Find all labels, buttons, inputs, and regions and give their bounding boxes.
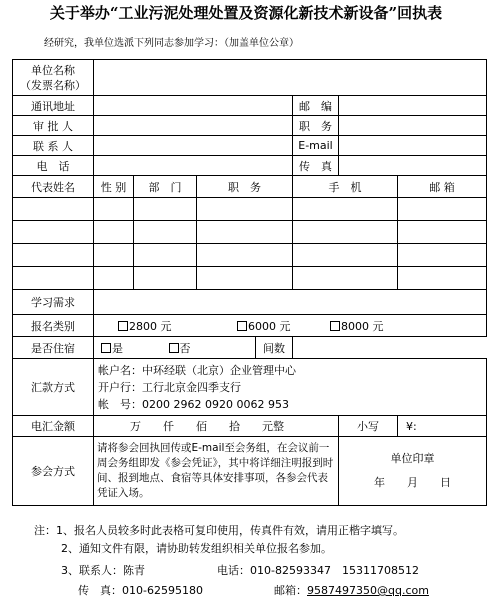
note-3-email (274, 582, 429, 600)
category-option-2[interactable] (237, 320, 291, 333)
rep-cell[interactable] (398, 221, 487, 244)
notes (34, 522, 429, 597)
rep-cell[interactable] (197, 221, 293, 244)
stay-option-label: 否 (179, 341, 191, 355)
unit-name-label-sub: （发票名称） (20, 78, 86, 92)
fax-field[interactable] (339, 156, 487, 176)
empty-cell (293, 337, 487, 359)
stay-option-no[interactable] (169, 342, 191, 355)
stay-days-label: 间数 (256, 337, 293, 359)
remit-account-no: 帐 号：0200 2962 0920 0062 953 (98, 397, 289, 411)
remit-bank: 开户行：工行北京金四季支行 (98, 380, 241, 394)
rep-name-header: 代表姓名 (13, 176, 94, 198)
email-link[interactable]: 9587497350@qq.com (307, 584, 429, 597)
rep-cell[interactable] (134, 244, 197, 267)
rep-cell[interactable] (134, 267, 197, 290)
category-option-label: 2800 元 (129, 319, 172, 333)
need-label: 学习需求 (13, 290, 94, 315)
remit-details (94, 359, 487, 416)
dept-header: 部 门 (134, 176, 197, 198)
checkbox-icon[interactable] (118, 321, 128, 331)
mobile-header: 手 机 (293, 176, 398, 198)
stay-option-label: 是 (112, 341, 123, 355)
rep-cell[interactable] (293, 198, 398, 221)
note-1: 注：1、报名人员较多时此表格可复印使用，传真件有效，请用正楷字填写。 (34, 524, 404, 537)
category-options (94, 315, 487, 337)
phone-label: 电 话 (13, 156, 94, 176)
phone-field[interactable] (94, 156, 293, 176)
meeting-text: 请将参会回执回传或E-mail至会务组，在会议前一周会务组即发《参会凭证》，其中将详细注明报到时间、报到地点、食宿等具体安排事项，各参会代表凭证入场。 (94, 437, 339, 506)
category-option-3[interactable] (330, 320, 384, 333)
job-header: 职 务 (197, 176, 293, 198)
email-label: E-mail (293, 136, 339, 156)
rep-cell[interactable] (197, 267, 293, 290)
stamp-date: 年 月 日 (374, 476, 452, 489)
table-row (13, 198, 487, 221)
unit-name-field[interactable] (94, 60, 487, 96)
checkbox-icon[interactable] (101, 343, 111, 353)
category-label: 报名类别 (13, 315, 94, 337)
contact-field[interactable] (94, 136, 293, 156)
note-2: 2、通知文件有限，请协助转发组织相关单位报名参加。 (61, 542, 332, 555)
approver-label: 审 批 人 (13, 116, 94, 136)
fax-label: 传 真 (293, 156, 339, 176)
table-row (13, 267, 487, 290)
note-3-fax: 传 真：010-62595180 (78, 584, 203, 597)
rep-cell[interactable] (94, 198, 134, 221)
rep-cell[interactable] (94, 244, 134, 267)
need-field[interactable] (94, 290, 487, 315)
unit-name-label-main: 单位名称 (31, 63, 75, 77)
checkbox-icon[interactable] (169, 343, 179, 353)
rep-cell[interactable] (134, 198, 197, 221)
table-row (13, 221, 487, 244)
rep-cell[interactable] (94, 221, 134, 244)
email-label-text: 邮箱： (274, 584, 307, 597)
remit-label: 汇款方式 (13, 359, 94, 416)
rep-cell[interactable] (197, 244, 293, 267)
gender-header: 性 别 (94, 176, 134, 198)
table-row (13, 244, 487, 267)
rep-cell[interactable] (293, 267, 398, 290)
category-option-1[interactable] (118, 320, 172, 333)
note-3-phone: 电话：010-82593347 15311708512 (217, 564, 419, 577)
note-3-contact: 3、联系人：陈青 (61, 564, 145, 577)
address-label: 通讯地址 (13, 96, 94, 116)
approver-field[interactable] (94, 116, 293, 136)
stamp-area (339, 437, 487, 506)
category-option-label: 6000 元 (248, 319, 291, 333)
postcode-label: 邮 编 (293, 96, 339, 116)
registration-form (12, 59, 487, 506)
stamp-title: 单位印章 (390, 452, 435, 465)
rep-cell[interactable] (398, 267, 487, 290)
rep-cell[interactable] (13, 244, 94, 267)
category-option-label: 8000 元 (341, 319, 384, 333)
rep-cell[interactable] (13, 221, 94, 244)
rep-cell[interactable] (134, 221, 197, 244)
mailbox-header: 邮 箱 (398, 176, 487, 198)
page-title: 关于举办“工业污泥处理处置及资源化新技术新设备”回执表 (49, 4, 443, 22)
amount-small-label: 小写 (339, 416, 398, 437)
rep-cell[interactable] (13, 267, 94, 290)
checkbox-icon[interactable] (237, 321, 247, 331)
unit-name-label (13, 60, 94, 96)
remit-account-name: 帐户名：中环经联（北京）企业管理中心 (98, 363, 296, 377)
meeting-label: 参会方式 (13, 437, 94, 506)
rep-cell[interactable] (293, 244, 398, 267)
checkbox-icon[interactable] (330, 321, 340, 331)
rep-cell[interactable] (293, 221, 398, 244)
address-field[interactable] (94, 96, 293, 116)
email-field[interactable] (339, 136, 487, 156)
rep-cell[interactable] (398, 198, 487, 221)
position-label: 职 务 (293, 116, 339, 136)
rep-cell[interactable] (398, 244, 487, 267)
rep-cell[interactable] (94, 267, 134, 290)
postcode-field[interactable] (339, 96, 487, 116)
amount-words[interactable]: 万 仟 佰 拾 元整 (94, 416, 339, 437)
stay-label: 是否住宿 (13, 337, 94, 359)
contact-label: 联 系 人 (13, 136, 94, 156)
stay-option-yes[interactable] (101, 342, 123, 355)
amount-label: 电汇金额 (13, 416, 94, 437)
position-field[interactable] (339, 116, 487, 136)
intro-text: 经研究，我单位选派下列同志参加学习：（加盖单位公章） (44, 38, 299, 49)
rep-cell[interactable] (197, 198, 293, 221)
rep-cell[interactable] (13, 198, 94, 221)
stay-options (94, 337, 256, 359)
amount-small-field[interactable]: ¥: (398, 416, 487, 437)
